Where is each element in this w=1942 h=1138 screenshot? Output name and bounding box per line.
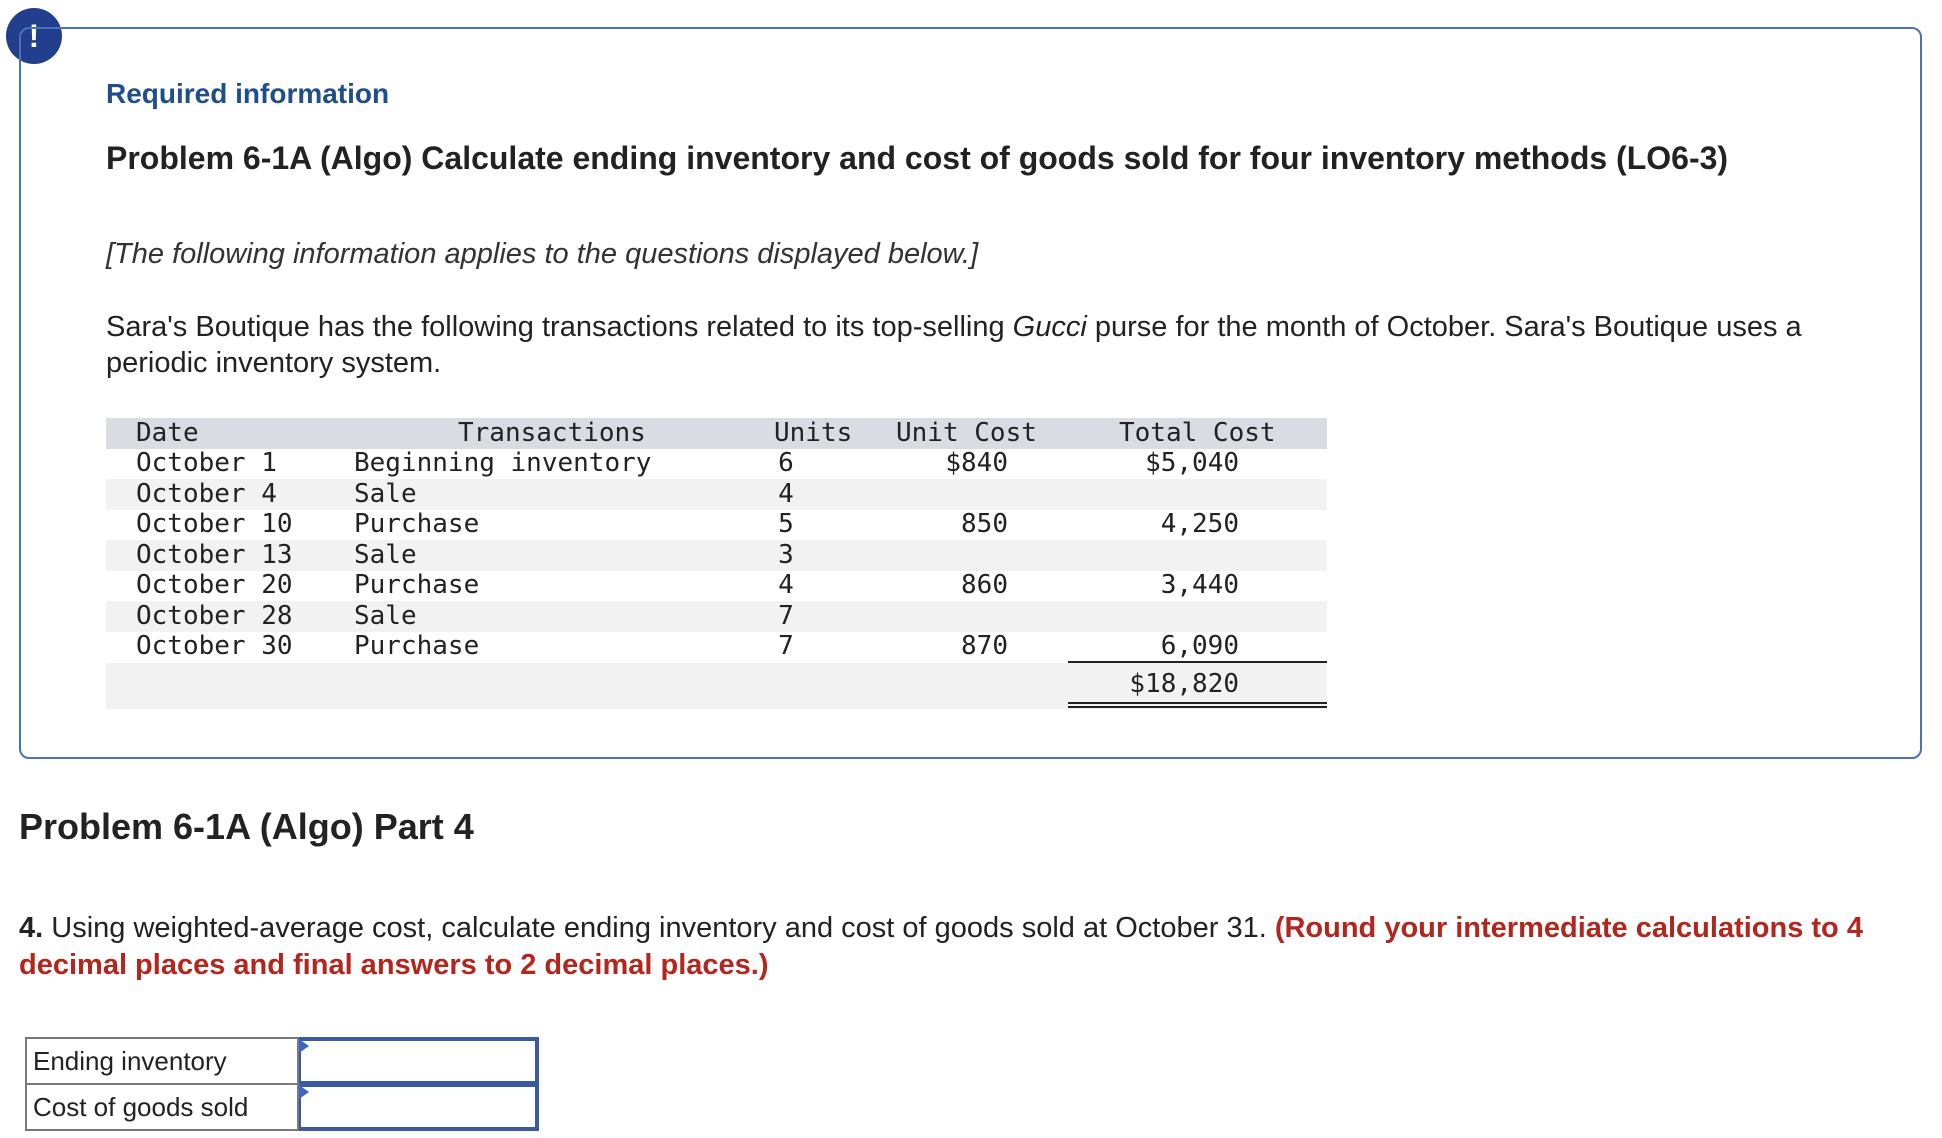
problem-title: Problem 6-1A (Algo) Calculate ending inventory and cost of goods sold for four inventory methods (LO6-3) bbox=[106, 140, 1729, 176]
input-flag-icon bbox=[299, 1085, 309, 1099]
cost-of-goods-sold-input[interactable] bbox=[299, 1085, 537, 1129]
ending-inventory-label: Ending inventory bbox=[26, 1038, 298, 1084]
row-total-cost: 6,090 bbox=[1160, 631, 1239, 661]
row-date: October 28 bbox=[136, 601, 293, 631]
ending-inventory-cell bbox=[298, 1038, 538, 1084]
row-units: 6 bbox=[778, 448, 794, 478]
header-unit-cost: Unit Cost bbox=[896, 418, 1037, 448]
intro-text-after: purse for the month of October. Sara's Boutique uses a periodic inventory system. bbox=[106, 311, 1802, 379]
row-total-cost: $5,040 bbox=[1145, 448, 1239, 478]
rounding-instruction: (Round your intermediate calculations to 4 decimal places and final answers to 2 decimal places.) bbox=[19, 912, 1863, 981]
row-unit-cost: 860 bbox=[961, 570, 1008, 600]
cost-of-goods-sold-label: Cost of goods sold bbox=[26, 1084, 298, 1130]
table-row bbox=[106, 479, 1327, 510]
row-unit-cost: 850 bbox=[961, 509, 1008, 539]
row-units: 3 bbox=[778, 540, 794, 570]
input-flag-icon bbox=[299, 1039, 309, 1053]
grand-total-double-rule bbox=[1068, 702, 1327, 708]
question-number: 4. bbox=[19, 912, 44, 944]
answer-table bbox=[25, 1037, 539, 1131]
table-row bbox=[106, 448, 1327, 479]
row-units: 5 bbox=[778, 509, 794, 539]
header-total-cost: Total Cost bbox=[1119, 418, 1276, 448]
grand-total: $18,820 bbox=[1129, 669, 1239, 699]
table-row bbox=[106, 509, 1327, 540]
table-header-row bbox=[106, 418, 1327, 449]
question-text bbox=[19, 910, 1899, 984]
row-date: October 13 bbox=[136, 540, 293, 570]
answer-row-ending-inventory bbox=[26, 1038, 538, 1084]
ending-inventory-input[interactable] bbox=[299, 1039, 537, 1083]
row-units: 7 bbox=[778, 601, 794, 631]
table-row bbox=[106, 601, 1327, 632]
row-transaction: Sale bbox=[354, 601, 417, 631]
row-date: October 20 bbox=[136, 570, 293, 600]
intro-brand: Gucci bbox=[1012, 311, 1087, 343]
row-total-cost: 4,250 bbox=[1160, 509, 1239, 539]
part-title: Problem 6-1A (Algo) Part 4 bbox=[19, 806, 474, 847]
row-transaction: Purchase bbox=[354, 631, 480, 661]
intro-text-before: Sara's Boutique has the following transactions related to its top-selling bbox=[106, 311, 1013, 343]
table-row bbox=[106, 540, 1327, 571]
table-row bbox=[106, 631, 1327, 662]
problem-intro bbox=[106, 309, 1826, 381]
cost-of-goods-sold-cell bbox=[298, 1084, 538, 1130]
row-date: October 30 bbox=[136, 631, 293, 661]
question-body: Using weighted-average cost, calculate ending inventory and cost of goods sold at October 31. bbox=[43, 912, 1275, 944]
header-units: Units bbox=[774, 418, 853, 448]
row-units: 4 bbox=[778, 479, 794, 509]
row-unit-cost: $840 bbox=[945, 448, 1008, 478]
transactions-table bbox=[106, 418, 1327, 712]
applies-note: [The following information applies to the questions displayed below.] bbox=[106, 238, 979, 270]
answer-row-cost-of-goods-sold bbox=[26, 1084, 538, 1130]
table-row bbox=[106, 570, 1327, 601]
row-units: 7 bbox=[778, 631, 794, 661]
row-units: 4 bbox=[778, 570, 794, 600]
row-transaction: Purchase bbox=[354, 509, 480, 539]
row-transaction: Sale bbox=[354, 479, 417, 509]
alert-icon: ! bbox=[6, 8, 62, 64]
row-total-cost: 3,440 bbox=[1160, 570, 1239, 600]
row-unit-cost: 870 bbox=[961, 631, 1008, 661]
header-date: Date bbox=[136, 418, 199, 448]
row-transaction: Sale bbox=[354, 540, 417, 570]
row-date: October 10 bbox=[136, 509, 293, 539]
row-date: October 4 bbox=[136, 479, 277, 509]
row-transaction: Purchase bbox=[354, 570, 480, 600]
header-transactions: Transactions bbox=[458, 418, 646, 448]
row-date: October 1 bbox=[136, 448, 277, 478]
row-transaction: Beginning inventory bbox=[354, 448, 652, 478]
required-information-heading: Required information bbox=[106, 78, 390, 109]
